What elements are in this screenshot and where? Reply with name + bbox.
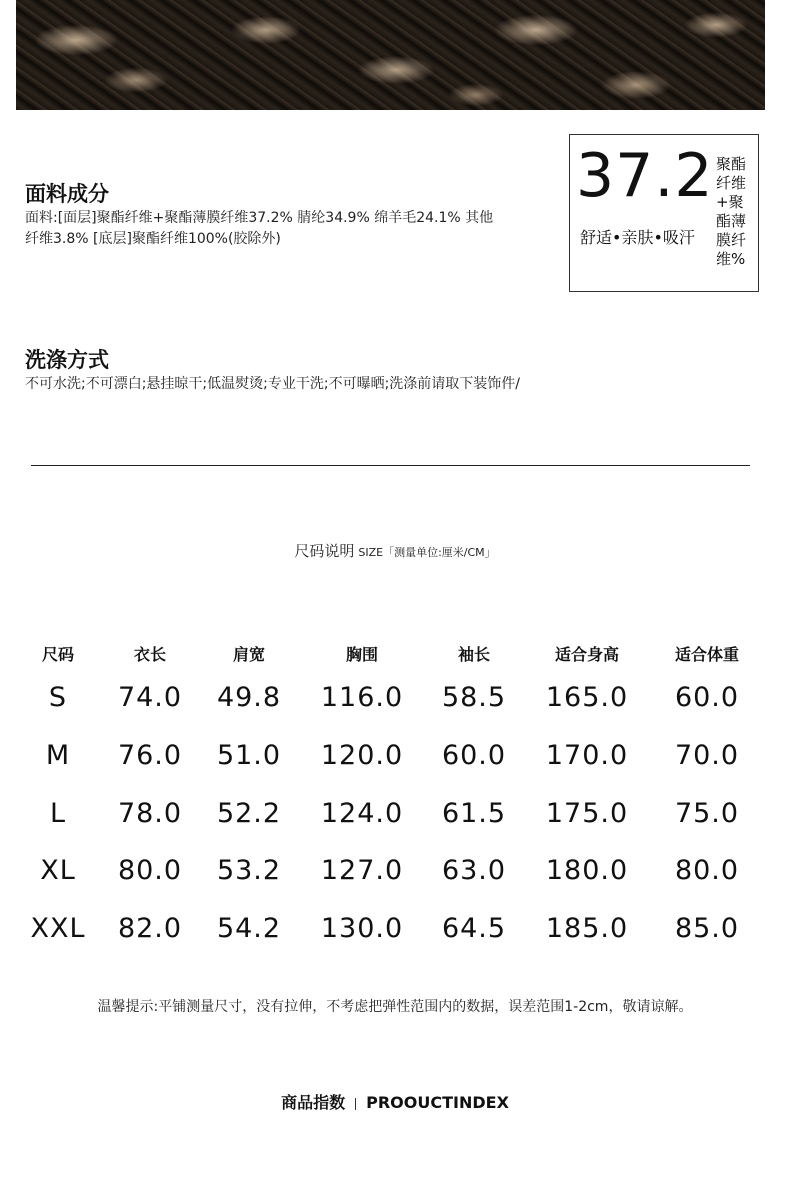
size-table-cell: 61.5 — [441, 798, 507, 829]
fabric-composition-line1: 面料:[面层]聚酯纤维+聚酯薄膜纤维37.2% 腈纶34.9% 绵羊毛24.1% 其他 — [25, 210, 494, 226]
size-table-header-cell: 衣长 — [133, 645, 167, 664]
section-divider — [31, 465, 750, 466]
fabric-highlight-box — [569, 134, 759, 292]
size-table-header-cell: 肩宽 — [232, 645, 266, 664]
size-table-cell: 60.0 — [441, 740, 507, 771]
fabric-composition-text — [25, 208, 493, 250]
size-table-cell: 70.0 — [674, 740, 740, 771]
size-table-cell: 63.0 — [441, 855, 507, 886]
size-table-cell: 58.5 — [441, 682, 507, 713]
size-table-cell: 180.0 — [545, 855, 629, 886]
size-table-header-cell: 胸围 — [345, 645, 379, 664]
size-table-cell: 175.0 — [545, 798, 629, 829]
size-table-cell: 51.0 — [216, 740, 282, 771]
size-table-cell: 130.0 — [320, 913, 404, 944]
size-table-cell: 52.2 — [216, 798, 282, 829]
size-table-cell: 124.0 — [320, 798, 404, 829]
size-table-cell: 82.0 — [117, 913, 183, 944]
fabric-percent-number: 37.2 — [576, 141, 714, 211]
product-index-label-cn: 商品指数 — [281, 1093, 346, 1112]
wash-heading: 洗涤方式 — [25, 348, 109, 372]
size-table-cell: 75.0 — [674, 798, 740, 829]
product-index-footer — [0, 1090, 790, 1113]
size-table-cell: 170.0 — [545, 740, 629, 771]
size-chart-title-text: 尺码说明 — [294, 542, 355, 560]
size-table-cell: S — [48, 682, 68, 713]
size-table-cell: 165.0 — [545, 682, 629, 713]
size-table-cell: 116.0 — [320, 682, 404, 713]
product-index-label-en: PROOUCTINDEX — [366, 1093, 509, 1112]
size-chart-title — [0, 540, 790, 561]
size-table-cell: 76.0 — [117, 740, 183, 771]
wash-instructions-text: 不可水洗;不可漂白;悬挂晾干;低温熨烫;专业干洗;不可曝晒;洗涤前请取下装饰件/ — [25, 376, 521, 392]
size-table-cell: L — [49, 798, 67, 829]
size-table-cell: 64.5 — [441, 913, 507, 944]
product-index-separator — [355, 1098, 356, 1110]
fabric-features: 舒适•亲肤•吸汗 — [580, 228, 695, 247]
size-table-cell: 60.0 — [674, 682, 740, 713]
size-table-cell: 49.8 — [216, 682, 282, 713]
size-table-cell: XXL — [30, 913, 86, 944]
size-table-cell: 74.0 — [117, 682, 183, 713]
size-chart-subtitle: SIZE「测量单位:厘米/CM」 — [358, 546, 496, 559]
size-table-cell: 78.0 — [117, 798, 183, 829]
size-table-cell: M — [45, 740, 71, 771]
fabric-heading: 面料成分 — [25, 182, 109, 206]
size-table-header-cell: 适合身高 — [554, 645, 620, 664]
size-table-cell: 80.0 — [674, 855, 740, 886]
size-table-header-cell: 尺码 — [41, 645, 75, 664]
size-table-header-cell: 适合体重 — [674, 645, 740, 664]
size-table-cell: 127.0 — [320, 855, 404, 886]
size-table-cell: 185.0 — [545, 913, 629, 944]
size-table-cell: 54.2 — [216, 913, 282, 944]
size-table-cell: XL — [40, 855, 76, 886]
size-table-cell: 80.0 — [117, 855, 183, 886]
fabric-texture-photo — [16, 0, 765, 110]
fabric-composition-line2: 纤维3.8% [底层]聚酯纤维100%(胶除外) — [25, 231, 281, 247]
size-table-header-cell: 袖长 — [457, 645, 491, 664]
fabric-percent-label: 聚酯纤维+聚酯薄膜纤维% — [716, 155, 747, 268]
size-table-cell: 120.0 — [320, 740, 404, 771]
size-table-cell: 53.2 — [216, 855, 282, 886]
size-table-cell: 85.0 — [674, 913, 740, 944]
size-note: 温馨提示:平铺测量尺寸，没有拉伸，不考虑把弹性范围内的数据，误差范围1-2cm，敬请谅解。 — [97, 999, 693, 1015]
